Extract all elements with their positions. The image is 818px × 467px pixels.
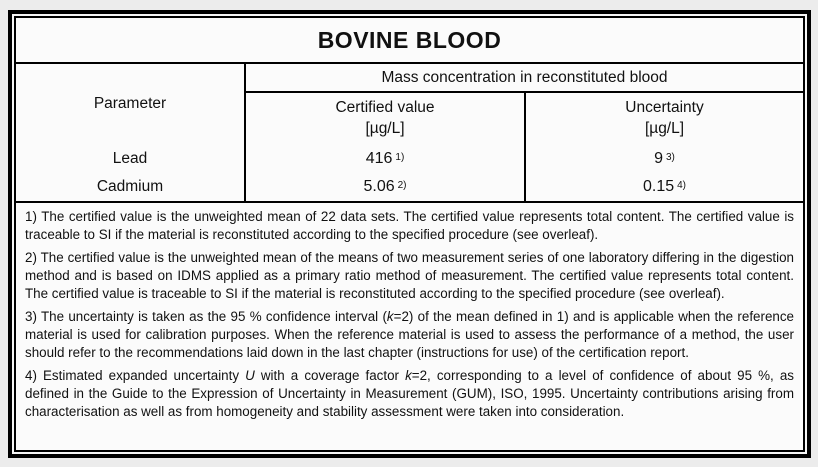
table-row-lead-uncertainty: 9 $^{3)}$ — [654, 149, 675, 167]
footnote: 2) The certified value is the unweighted mean of the means of two measurement series of one laboratory differing in the digestion method and is based on IDMS applied as a primary ratio method of measurement. The certified value represents total content. The certified value is traceable to SI if the material is reconstituted according to the specified procedure (see overleaf). — [25, 250, 794, 301]
footnote: 4) Estimated expanded uncertainty U with a coverage factor k=2, corresponding to a level of confidence of about 95 %, as defined in the Guide to the Expression of Uncertainty in Measurement (GUM), ISO, 1995. Uncertainty contributions arising from characterisation as well as from homogeneity and stability assessment were taken into consideration. — [25, 368, 794, 419]
certified-value-column-header — [246, 93, 526, 144]
cadmium-uncertainty-value: 0.15 — [642, 178, 675, 195]
table-row-cadmium-parameter: Cadmium — [16, 173, 246, 201]
uncertainty-unit: [µg/L] — [644, 119, 685, 137]
table-row-lead-certified-value: 416 $^{1)}$ — [246, 144, 526, 173]
footnote: 1) The certified value is the unweighted mean of 22 data sets. The certified value represents total content. The certified value is traceable to SI if the material is reconstituted according to the specified procedure (see overleaf). — [25, 209, 794, 242]
certificate-table — [14, 16, 805, 452]
page-title: BOVINE BLOOD — [16, 18, 803, 64]
table-row-cadmium-uncertainty: 0.15 $^{4)}$ — [642, 178, 687, 195]
results-table — [16, 64, 803, 203]
lead-certified-value: 416 — [365, 149, 393, 167]
uncertainty-label: Uncertainty — [625, 99, 704, 117]
footnote: 3) The uncertainty is taken as the 95 % confidence interval (k=2) of the mean defined in 1) and is applicable when the reference material is used for calibration purposes. When the reference material is used to assess the performance of a method, the user should refer to the recommendations laid down in the last chapter (instructions for use) of the certification report. — [25, 309, 794, 360]
outer-frame — [8, 10, 811, 458]
certified-value-unit: [µg/L] — [365, 119, 405, 137]
table-row-lead-parameter: Lead — [16, 144, 246, 173]
cadmium-certified-value: 5.06 — [363, 178, 395, 195]
certified-value-label: Certified value — [335, 99, 435, 117]
mass-concentration-span-header: Mass concentration in reconstituted blood — [246, 64, 803, 93]
table-row-cadmium-certified-value: 5.06 $^{2)}$ — [246, 173, 526, 201]
parameter-column-header: Parameter — [16, 64, 246, 144]
uncertainty-column-header — [526, 93, 803, 144]
footnotes-section — [16, 203, 803, 450]
lead-uncertainty-value: 9 — [654, 149, 663, 167]
